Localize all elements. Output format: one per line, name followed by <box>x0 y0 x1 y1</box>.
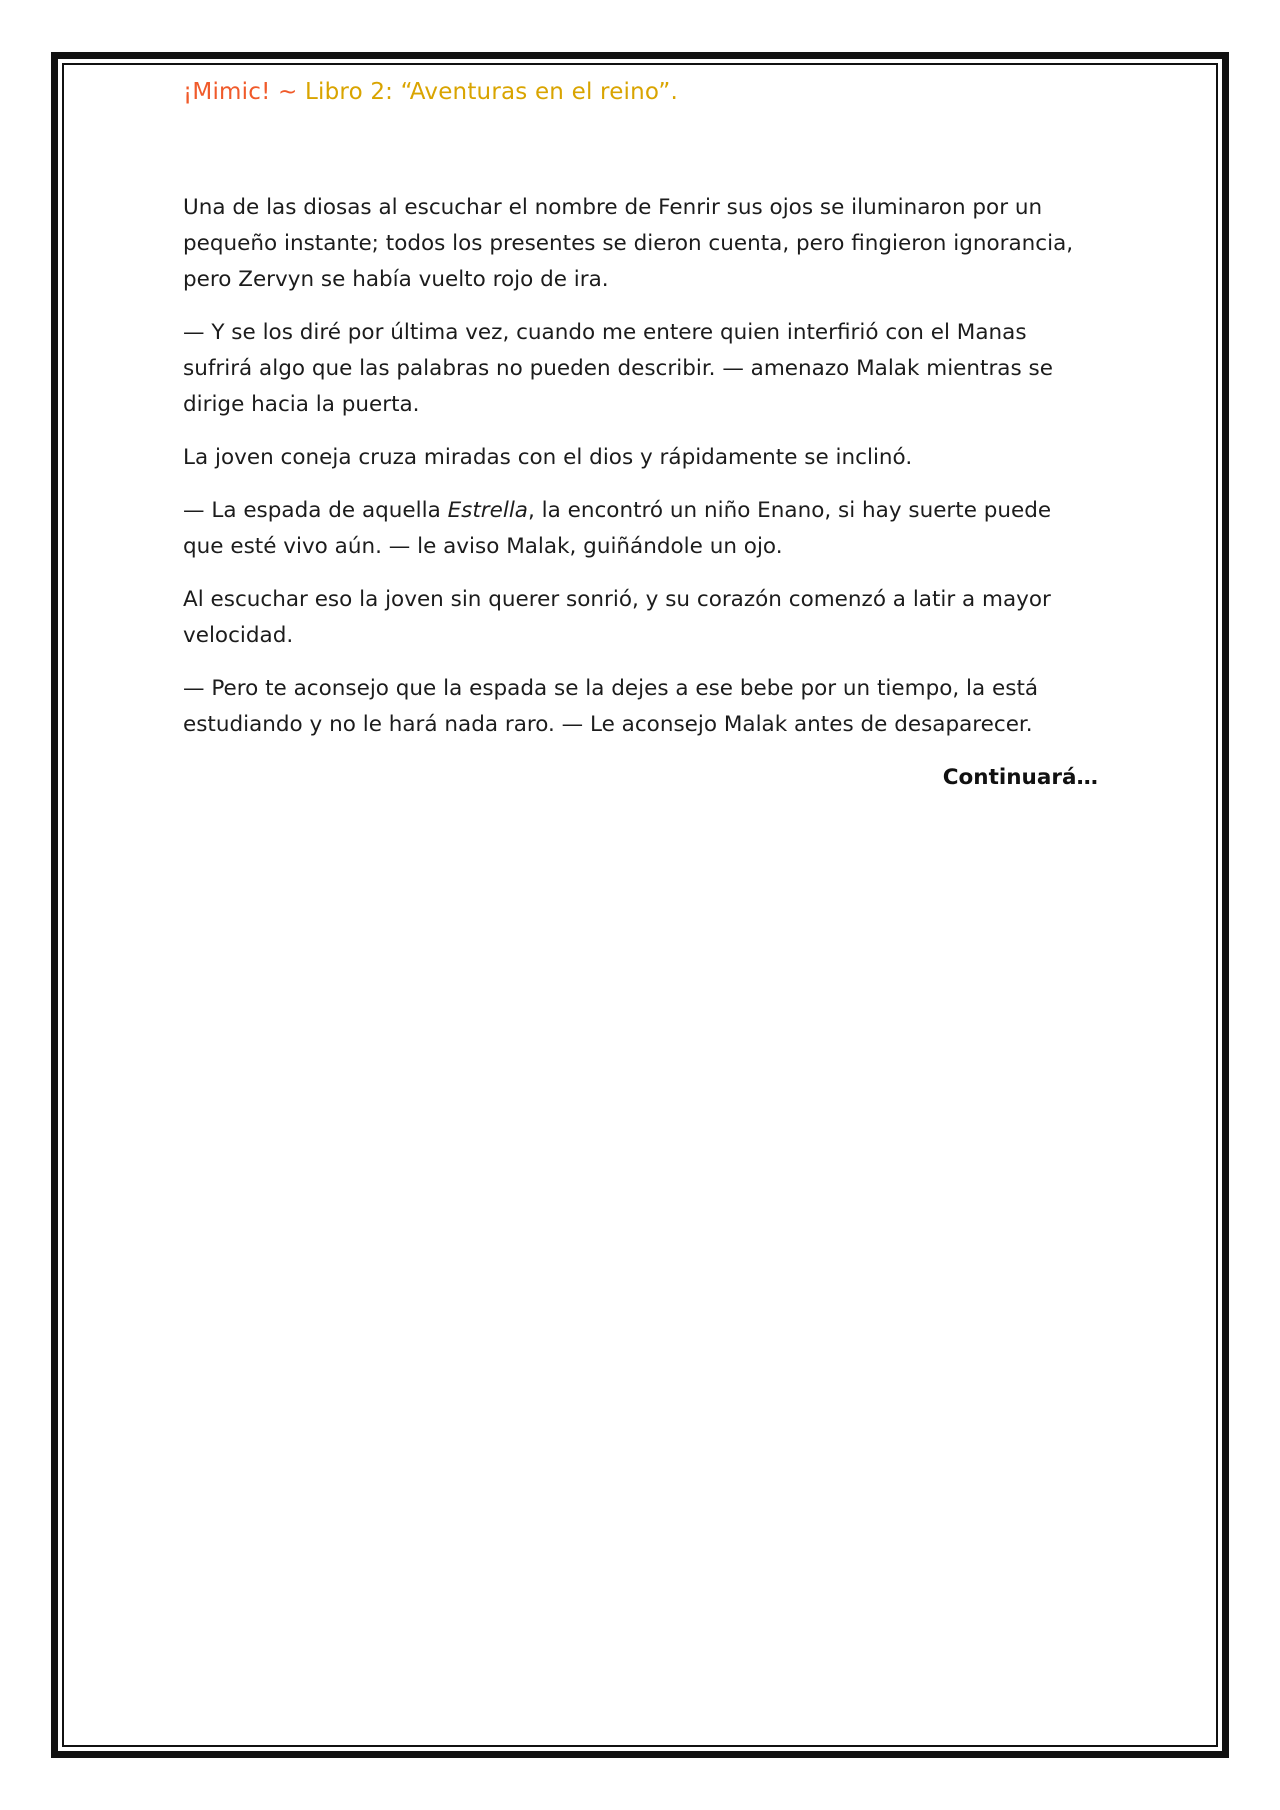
running-header <box>183 72 1098 112</box>
paragraph-6: — Pero te aconsejo que la espada se la dejes a ese bebe por un tiempo, la está estudiando y no le hará nada raro. — Le aconsejo Malak antes de desaparecer. <box>183 676 1039 737</box>
header-series: ¡Mimic! ~ <box>183 79 306 105</box>
paragraph-4-start: — La espada de aquella <box>183 498 448 523</box>
paragraph-4 <box>183 493 1098 565</box>
story-body <box>183 190 1098 796</box>
paragraph-4-end: , la encontró un niño Enano, si hay suerte puede que esté vivo aún. — le aviso Malak, guiñándole un ojo. <box>183 498 1052 559</box>
paragraph-4-italic-word: Estrella <box>447 498 528 523</box>
header-book-title: Libro 2: “Aventuras en el reino”. <box>305 79 678 105</box>
page-content <box>183 72 1098 796</box>
paragraph-1: Una de las diosas al escuchar el nombre de Fenrir sus ojos se iluminaron por un pequeño instante; todos los presentes se dieron cuenta, pero fingieron ignorancia, pero Zervyn se había vuelto rojo de ira. <box>183 195 1074 292</box>
paragraph-5: Al escuchar eso la joven sin querer sonrió, y su corazón comenzó a latir a mayor velocidad. <box>183 587 1051 648</box>
paragraph-2: — Y se los diré por última vez, cuando me entere quien interfirió con el Manas sufrirá algo que las palabras no pueden describir. — amenazo Malak mientras se dirige hacia la puerta. <box>183 320 1053 417</box>
to-be-continued: Continuará… <box>942 765 1098 790</box>
paragraph-3: La joven coneja cruza miradas con el dios y rápidamente se inclinó. <box>183 445 913 470</box>
